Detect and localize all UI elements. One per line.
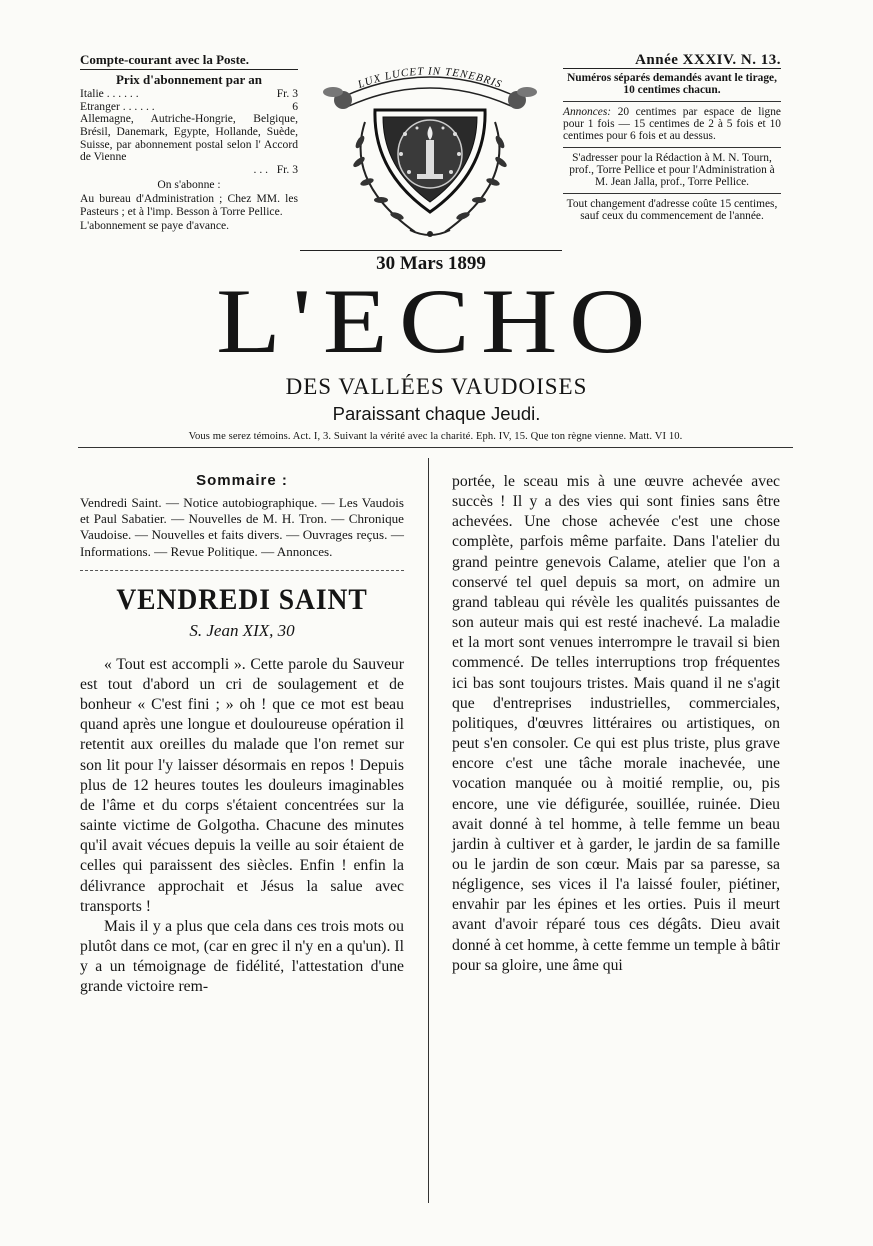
right-column [452, 472, 780, 976]
emblem-icon [305, 62, 555, 247]
sommaire-title: Sommaire : [196, 472, 288, 489]
article-paragraph-2: Mais il y a plus que cela dans ces trois mots ou plutôt dans ce mot, (car en grec il n'y en a qu'un). Il y a un témoignage de fidélité, l'attestation d'une grande victoire rem- [80, 917, 404, 996]
numbers-note: Numéros séparés demandés avant le tirage, 10 centimes chacun. [567, 72, 777, 96]
subscribe-text: Au bureau d'Administration ; Chez MM. les Pasteurs ; et à l'imp. Besson à Torre Pellice. [80, 191, 298, 218]
publication-info [563, 54, 781, 227]
change-note: Tout changement d'adresse coûte 15 centimes, sauf ceux du commencement de l'année. [566, 198, 778, 222]
annonces: Annonces: 20 centimes par espace de ligne pour 1 fois — 15 centimes de 2 à 5 fois et 10 centimes pour 6 fois et au dessus. [563, 106, 781, 142]
address-note: S'adresser pour la Rédaction à M. N. Tourn, prof., Torre Pellice et pour l'Administration à M. Jean Jalla, prof., Torre Pellice. [569, 152, 775, 188]
subscribe-title: On s'abonne : [157, 178, 221, 192]
sommaire-text: Vendredi Saint. — Notice autobiographique. — Les Vaudois et Paul Sabatier. — Nouvelles de M. H. Tron. — Chronique Vaudoise. — Nouvelles et faits divers. — Ouvrages reçus. — Informations. — Revue Politique. — Annonces. [80, 495, 404, 559]
other-countries: Allemagne, Autriche-Hongrie, Belgique, Brésil, Danemark, Egypte, Hollande, Suède, Suisse, par abonnement postal selon l' Accord de Vienne [80, 112, 298, 164]
emblem-motto: LUX LUCET IN TENEBRIS [356, 65, 504, 91]
subscription-info [80, 54, 298, 233]
newspaper-title: L'ECHO [216, 270, 657, 372]
price-row-etranger: Etranger . . . . . . 6 [80, 99, 298, 113]
newspaper-subtitle: DES VALLÉES VAUDOISES [285, 374, 588, 399]
article-title: VENDREDI SAINT [116, 582, 368, 616]
masthead-motto: Vous me serez témoins. Act. I, 3. Suivant la vérité avec la charité. Eph. IV, 15. Que ton règne vienne. Matt. VI 10. [78, 431, 793, 448]
price-row-other: . . . Fr. 3 [253, 162, 298, 176]
section-divider [80, 570, 404, 571]
advance-note: L'abonnement se paye d'avance. [80, 219, 230, 233]
issue-date: 30 Mars 1899 [300, 250, 562, 275]
left-column [80, 470, 404, 997]
year-issue: Année XXXIV. N. 13. [563, 54, 781, 69]
article-paragraph-1: « Tout est accompli ». Cette parole du Sauveur est tout d'abord un cri de soulagement et de bonheur « C'est fini ; » oh ! que ce mot est beau quand après une longue et douloureuse opération il retentit aux oreilles du malade que l'on remet sur son lit pour l'y laisser désormais en repos ! Depuis plus de 12 heures toutes les douleurs imaginables de l'âme et du corps s'étaient concentrées sur la sainte victime de Golgotha. Chacune des minutes qu'il avait vécues depuis la veille au soir étaient de celles qui paraissent des siècles. Enfin ! enfin la délivrance approchait et Jésus la salue avec transports ! [80, 655, 404, 915]
periodicity: Paraissant chaque Jeudi. [332, 403, 541, 424]
prix-title: Prix d'abonnement par an [115, 71, 263, 87]
price-row-italie: Italie . . . . . . Fr. 3 [80, 87, 298, 101]
compte-courant: Compte-courant avec la Poste. [80, 54, 298, 70]
article-continuation: portée, le sceau mis à une œuvre achevée avec succès ! Il y a des vies qui sont finies sans être achevées. Une chose achevée c'est une chose complète, parfois même parfaite. Dans l'atelier du grand peintre genevois Calame, atelier que l'on a conservé tel quel depuis sa mort, on admire un grand tableau qui révèle les qualités puissantes de son auteur mais qui est resté inachevé. La maladie et la mort sont venues interrompre le travail si bien commencé. De telles interruptions trop fréquentes ici bas sont toujours tristes. Mais quand il ne s'agit que d'entreprises industrielles, commerciales, politiques, d'œuvres littéraires ou artistiques, on peut s'en consoler. Ce qui est plus triste, plus grave encore c'est une tâche morale inachevée, une vocation manquée ou à moitié remplie, ou, pis encore, une vie défigurée, souillée, ruinée. Dieu avait donné à tel homme, à telle femme un beau jardin à cultiver et à garder, le jardin de sa famille ou le jardin de son cœur. Mais par sa paresse, sa négligence, ses vices il l'a laissé fouler, piétiner, envahir par les épines et les orties. Puis il meurt avant d'avoir réparé tous ces dégâts. Dieu avait donné à cet homme, à cette femme un temple à bâtir pour sa gloire, une âme qui [452, 473, 780, 974]
article-reference: S. Jean XIX, 30 [189, 620, 295, 640]
column-divider [428, 458, 429, 1203]
